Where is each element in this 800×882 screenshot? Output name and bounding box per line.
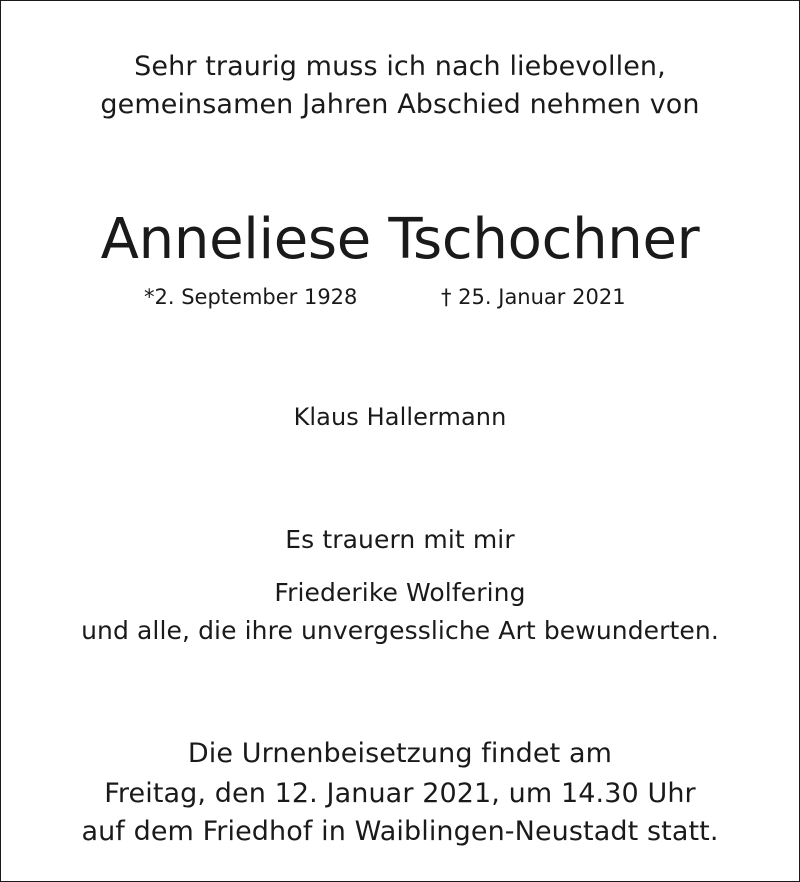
intro-text-line-1: Sehr traurig muss ich nach liebevollen, (134, 51, 666, 82)
partner-name: Klaus Hallermann (293, 403, 507, 431)
deceased-name: Anneliese Tschochner (100, 207, 700, 272)
burial-info-line-3: auf dem Friedhof in Waiblingen-Neustadt statt. (81, 816, 719, 847)
mourners-intro: Es trauern mit mir (285, 525, 515, 554)
burial-info-line-2: Freitag, den 12. Januar 2021, um 14.30 Uhr (104, 778, 696, 809)
burial-info-line-1: Die Urnenbeisetzung findet am (187, 738, 613, 769)
birth-date: *2. September 1928 (144, 285, 358, 309)
intro-text-line-2: gemeinsamen Jahren Abschied nehmen von (100, 89, 700, 120)
mourners-others: und alle, die ihre unvergessliche Art bewunderten. (81, 616, 719, 645)
death-date: † 25. Januar 2021 (441, 285, 626, 309)
mourner-name: Friederike Wolfering (274, 578, 526, 607)
